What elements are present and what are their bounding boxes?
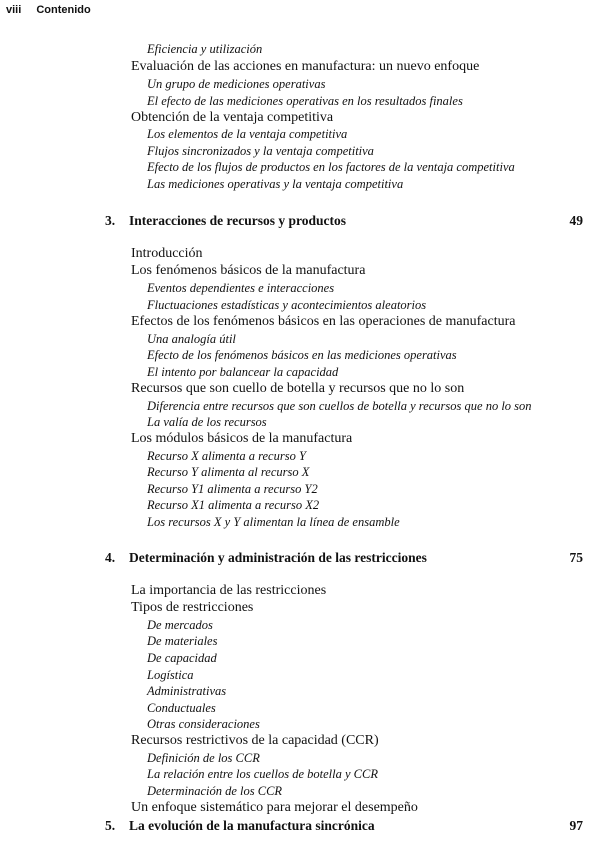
- toc-subsection: Los recursos X y Y alimentan la línea de ensamble: [147, 515, 400, 529]
- toc-subsection: Una analogía útil: [147, 332, 236, 346]
- toc-subsection: La relación entre los cuellos de botella y CCR: [147, 767, 378, 781]
- chapter-heading: [105, 818, 583, 834]
- toc-subsection: Eventos dependientes e interacciones: [147, 281, 335, 295]
- toc-section: Recursos restrictivos de la capacidad (CCR): [131, 733, 379, 748]
- toc-subsection: De mercados: [147, 618, 213, 632]
- running-header: [6, 4, 91, 16]
- toc-subsection: Recurso Y1 alimenta a recurso Y2: [147, 482, 318, 496]
- toc-section: Un enfoque sistemático para mejorar el desempeño: [131, 800, 418, 815]
- toc-subsection: Diferencia entre recursos que son cuellos de botella y recursos que no lo son: [147, 399, 532, 413]
- chapter-heading: [105, 213, 583, 229]
- toc-subsection: Flujos sincronizados y la ventaja competitiva: [147, 144, 374, 158]
- toc-subsection: Conductuales: [147, 701, 216, 715]
- toc-subsection: Recurso X1 alimenta a recurso X2: [147, 498, 320, 512]
- header-page-number: viii: [6, 4, 22, 16]
- toc-subsection: El intento por balancear la capacidad: [147, 365, 339, 379]
- toc-section: Los módulos básicos de la manufactura: [131, 431, 353, 446]
- toc-subsection: Administrativas: [147, 684, 227, 698]
- chapter-title: Determinación y administración de las restricciones: [129, 550, 427, 565]
- toc-subsection: Recurso X alimenta a recurso Y: [147, 449, 306, 463]
- toc-section: La importancia de las restricciones: [131, 583, 327, 598]
- toc-subsection: Fluctuaciones estadísticas y acontecimientos aleatorios: [147, 298, 427, 312]
- chapter-title: Interacciones de recursos y productos: [129, 213, 346, 228]
- toc-subsection: De capacidad: [147, 651, 217, 665]
- toc-subsection: Definición de los CCR: [147, 751, 260, 765]
- chapter-title: La evolución de la manufactura sincrónica: [129, 818, 375, 833]
- toc-subsection: Las mediciones operativas y la ventaja competitiva: [147, 177, 404, 191]
- toc-subsection: Recurso Y alimenta al recurso X: [147, 465, 310, 479]
- toc-subsection: De materiales: [147, 634, 218, 648]
- chapter-heading: [105, 550, 583, 566]
- toc-subsection: Los elementos de la ventaja competitiva: [147, 127, 348, 141]
- toc-subsection: Un grupo de mediciones operativas: [147, 77, 326, 91]
- toc-subsection: Determinación de los CCR: [147, 784, 283, 798]
- toc-subsection: Eficiencia y utilización: [147, 42, 263, 56]
- toc-subsection: El efecto de las mediciones operativas en los resultados finales: [147, 94, 463, 108]
- toc-subsection: Efecto de los fenómenos básicos en las mediciones operativas: [147, 348, 457, 362]
- chapter-number: 5.: [105, 818, 116, 833]
- toc-subsection: Efecto de los flujos de productos en los factores de la ventaja competitiva: [147, 160, 515, 174]
- chapter-page: 49: [569, 213, 583, 228]
- toc-subsection: La valía de los recursos: [147, 415, 267, 429]
- toc-subsection: Logística: [147, 668, 194, 682]
- toc-section: Tipos de restricciones: [131, 600, 254, 615]
- chapter-page: 97: [569, 818, 583, 833]
- toc-section: Obtención de la ventaja competitiva: [131, 110, 334, 125]
- toc-section: Recursos que son cuello de botella y recursos que no lo son: [131, 381, 465, 396]
- toc-section: Introducción: [131, 246, 203, 261]
- chapter-page: 75: [569, 550, 583, 565]
- chapter-number: 3.: [105, 213, 116, 228]
- toc-subsection: Otras consideraciones: [147, 717, 260, 731]
- header-title: Contenido: [36, 4, 91, 16]
- chapter-number: 4.: [105, 550, 116, 565]
- toc-section: Evaluación de las acciones en manufactura: un nuevo enfoque: [131, 59, 480, 74]
- toc-section: Los fenómenos básicos de la manufactura: [131, 263, 366, 278]
- toc-section: Efectos de los fenómenos básicos en las operaciones de manufactura: [131, 314, 516, 329]
